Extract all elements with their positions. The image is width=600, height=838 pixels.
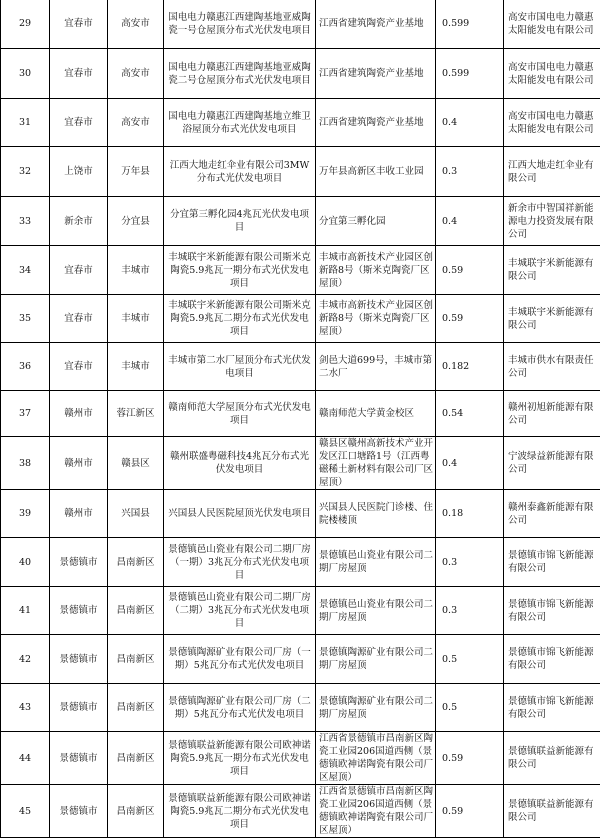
cell-location: 景德镇陶源矿业有限公司二期厂房屋顶 (316, 684, 436, 732)
cell-project: 景德镇联益新能源有限公司欧神诺陶瓷5.9兆瓦一期分布式光伏发电项目 (164, 732, 316, 785)
cell-location: 景德镇邑山瓷业有限公司二期厂房屋顶 (316, 587, 436, 635)
cell-capacity: 0.54 (436, 391, 504, 437)
table-row (1, 49, 600, 99)
cell-company: 宁波绿益新能源有限公司 (504, 437, 600, 490)
cell-county: 昌南新区 (108, 732, 164, 785)
cell-company: 江西大地走红伞业有限公司 (504, 147, 600, 197)
cell-project: 景德镇邑山瓷业有限公司二期厂房（一期）3兆瓦分布式光伏发电项目 (164, 538, 316, 587)
cell-company: 丰城联宇米新能源有限公司 (504, 246, 600, 295)
cell-no: 41 (1, 587, 50, 635)
cell-city: 宜春市 (50, 99, 108, 147)
cell-company: 景德镇联益新能源有限公司 (504, 732, 600, 785)
cell-location: 兴国县人民医院门诊楼、住院楼楼顶 (316, 490, 436, 538)
table-row (1, 391, 600, 437)
cell-capacity: 0.59 (436, 785, 504, 838)
cell-capacity: 0.4 (436, 437, 504, 490)
cell-project: 景德镇邑山瓷业有限公司二期厂房（二期）3兆瓦分布式光伏发电项目 (164, 587, 316, 635)
cell-company: 高安市国电电力赣惠太阳能发电有限公司 (504, 49, 600, 99)
cell-project: 国电电力赣惠江西建陶基地亚威陶瓷一号仓屋顶分布式光伏发电项目 (164, 0, 316, 49)
cell-county: 昌南新区 (108, 684, 164, 732)
cell-location: 江西省景德镇市昌南新区陶瓷工业园206国道西侧（景德镇欧神诺陶瓷有限公司厂区屋顶） (316, 785, 436, 838)
cell-city: 景德镇市 (50, 587, 108, 635)
cell-no: 45 (1, 785, 50, 838)
cell-capacity: 0.4 (436, 99, 504, 147)
cell-project: 兴国县人民医院屋顶光伏发电项目 (164, 490, 316, 538)
cell-city: 景德镇市 (50, 785, 108, 838)
cell-project: 丰城市第二水厂屋顶分布式光伏发电项目 (164, 343, 316, 391)
cell-location: 江西省建筑陶瓷产业基地 (316, 49, 436, 99)
cell-company: 景德镇市锦飞新能源有限公司 (504, 635, 600, 684)
cell-city: 景德镇市 (50, 538, 108, 587)
cell-location: 剑邑大道699号，丰城市第二水厂 (316, 343, 436, 391)
cell-company: 新余市中智国祥新能源电力投资发展有限公司 (504, 197, 600, 246)
cell-county: 丰城市 (108, 295, 164, 343)
table-row (1, 197, 600, 246)
cell-city: 赣州市 (50, 391, 108, 437)
table-row (1, 538, 600, 587)
table-row (1, 635, 600, 684)
cell-no: 39 (1, 490, 50, 538)
cell-county: 蓉江新区 (108, 391, 164, 437)
cell-project: 国电电力赣惠江西建陶基地亚威陶瓷二号仓屋顶分布式光伏发电项目 (164, 49, 316, 99)
cell-company: 丰城市供水有限责任公司 (504, 343, 600, 391)
cell-city: 宜春市 (50, 0, 108, 49)
table-row (1, 684, 600, 732)
cell-county: 丰城市 (108, 343, 164, 391)
cell-no: 29 (1, 0, 50, 49)
cell-county: 高安市 (108, 0, 164, 49)
cell-county: 万年县 (108, 147, 164, 197)
cell-city: 景德镇市 (50, 635, 108, 684)
cell-city: 景德镇市 (50, 684, 108, 732)
table-row (1, 147, 600, 197)
cell-company: 高安市国电电力赣惠太阳能发电有限公司 (504, 99, 600, 147)
cell-company: 赣州初旭新能源有限公司 (504, 391, 600, 437)
cell-company: 赣州泰鑫新能源有限公司 (504, 490, 600, 538)
cell-no: 40 (1, 538, 50, 587)
cell-company: 高安市国电电力赣惠太阳能发电有限公司 (504, 0, 600, 49)
cell-city: 赣州市 (50, 437, 108, 490)
cell-project: 国电电力赣惠江西建陶基地立维卫浴屋顶分布式光伏发电项目 (164, 99, 316, 147)
cell-county: 兴国县 (108, 490, 164, 538)
table-row (1, 99, 600, 147)
cell-location: 丰城市高新技术产业园区创新路8号（斯米克陶瓷厂区屋顶） (316, 295, 436, 343)
table-row (1, 490, 600, 538)
cell-project: 丰城联宇米新能源有限公司斯米克陶瓷5.9兆瓦一期分布式光伏发电项目 (164, 246, 316, 295)
cell-city: 宜春市 (50, 49, 108, 99)
cell-project: 赣南师范大学屋顶分布式光伏发电项目 (164, 391, 316, 437)
cell-no: 38 (1, 437, 50, 490)
cell-city: 景德镇市 (50, 732, 108, 785)
cell-county: 昌南新区 (108, 538, 164, 587)
cell-city: 宜春市 (50, 295, 108, 343)
cell-county: 昌南新区 (108, 785, 164, 838)
cell-company: 景德镇市锦飞新能源有限公司 (504, 684, 600, 732)
cell-capacity: 0.3 (436, 538, 504, 587)
cell-company: 景德镇市锦飞新能源有限公司 (504, 587, 600, 635)
cell-location: 景德镇陶源矿业有限公司二期厂房屋顶 (316, 635, 436, 684)
cell-project: 丰城联宇米新能源有限公司斯米克陶瓷5.9兆瓦二期分布式光伏发电项目 (164, 295, 316, 343)
cell-no: 44 (1, 732, 50, 785)
cell-no: 34 (1, 246, 50, 295)
cell-capacity: 0.599 (436, 49, 504, 99)
cell-county: 高安市 (108, 49, 164, 99)
cell-capacity: 0.599 (436, 0, 504, 49)
cell-city: 上饶市 (50, 147, 108, 197)
cell-no: 42 (1, 635, 50, 684)
cell-capacity: 0.4 (436, 197, 504, 246)
cell-project: 赣州联盛粤磁科技4兆瓦分布式光伏发电项目 (164, 437, 316, 490)
cell-project: 景德镇陶源矿业有限公司厂房（二期）5兆瓦分布式光伏发电项目 (164, 684, 316, 732)
cell-no: 36 (1, 343, 50, 391)
table-row (1, 587, 600, 635)
cell-capacity: 0.5 (436, 635, 504, 684)
cell-no: 30 (1, 49, 50, 99)
cell-no: 43 (1, 684, 50, 732)
table-row (1, 246, 600, 295)
cell-project: 分宜第三孵化园4兆瓦光伏发电项目 (164, 197, 316, 246)
project-table-body (1, 0, 600, 838)
cell-capacity: 0.3 (436, 147, 504, 197)
cell-no: 32 (1, 147, 50, 197)
cell-no: 33 (1, 197, 50, 246)
cell-city: 宜春市 (50, 246, 108, 295)
cell-project: 景德镇联益新能源有限公司欧神诺陶瓷5.9兆瓦二期分布式光伏发电项目 (164, 785, 316, 838)
cell-capacity: 0.5 (436, 684, 504, 732)
table-row (1, 343, 600, 391)
cell-county: 分宜县 (108, 197, 164, 246)
cell-company: 景德镇市锦飞新能源有限公司 (504, 538, 600, 587)
cell-county: 丰城市 (108, 246, 164, 295)
cell-county: 昌南新区 (108, 587, 164, 635)
cell-company: 丰城联宇米新能源有限公司 (504, 295, 600, 343)
cell-county: 昌南新区 (108, 635, 164, 684)
cell-location: 景德镇邑山瓷业有限公司二期厂房屋顶 (316, 538, 436, 587)
cell-capacity: 0.59 (436, 246, 504, 295)
cell-county: 赣县区 (108, 437, 164, 490)
cell-city: 新余市 (50, 197, 108, 246)
table-row (1, 0, 600, 49)
cell-location: 丰城市高新技术产业园区创新路8号（斯米克陶瓷厂区屋顶） (316, 246, 436, 295)
cell-location: 江西省建筑陶瓷产业基地 (316, 99, 436, 147)
table-row (1, 437, 600, 490)
cell-project: 景德镇陶源矿业有限公司厂房（一期）5兆瓦分布式光伏发电项目 (164, 635, 316, 684)
cell-capacity: 0.59 (436, 295, 504, 343)
cell-location: 赣县区赣州高新技术产业开发区江口塘路1号（江西粤磁稀土新材料有限公司厂区屋顶） (316, 437, 436, 490)
cell-city: 宜春市 (50, 343, 108, 391)
table-row (1, 732, 600, 785)
cell-location: 赣南师范大学黄金校区 (316, 391, 436, 437)
cell-location: 江西省景德镇市昌南新区陶瓷工业园206国道西侧（景德镇欧神诺陶瓷有限公司厂区屋顶） (316, 732, 436, 785)
cell-no: 35 (1, 295, 50, 343)
cell-capacity: 0.182 (436, 343, 504, 391)
cell-capacity: 0.3 (436, 587, 504, 635)
cell-county: 高安市 (108, 99, 164, 147)
cell-capacity: 0.59 (436, 732, 504, 785)
cell-no: 31 (1, 99, 50, 147)
cell-city: 赣州市 (50, 490, 108, 538)
cell-location: 万年县高新区丰收工业园 (316, 147, 436, 197)
cell-company: 景德镇联益新能源有限公司 (504, 785, 600, 838)
table-row (1, 295, 600, 343)
table-row (1, 785, 600, 838)
cell-location: 江西省建筑陶瓷产业基地 (316, 0, 436, 49)
cell-capacity: 0.18 (436, 490, 504, 538)
cell-no: 37 (1, 391, 50, 437)
cell-project: 江西大地走红伞业有限公司3MW分布式光伏发电项目 (164, 147, 316, 197)
cell-location: 分宜第三孵化园 (316, 197, 436, 246)
